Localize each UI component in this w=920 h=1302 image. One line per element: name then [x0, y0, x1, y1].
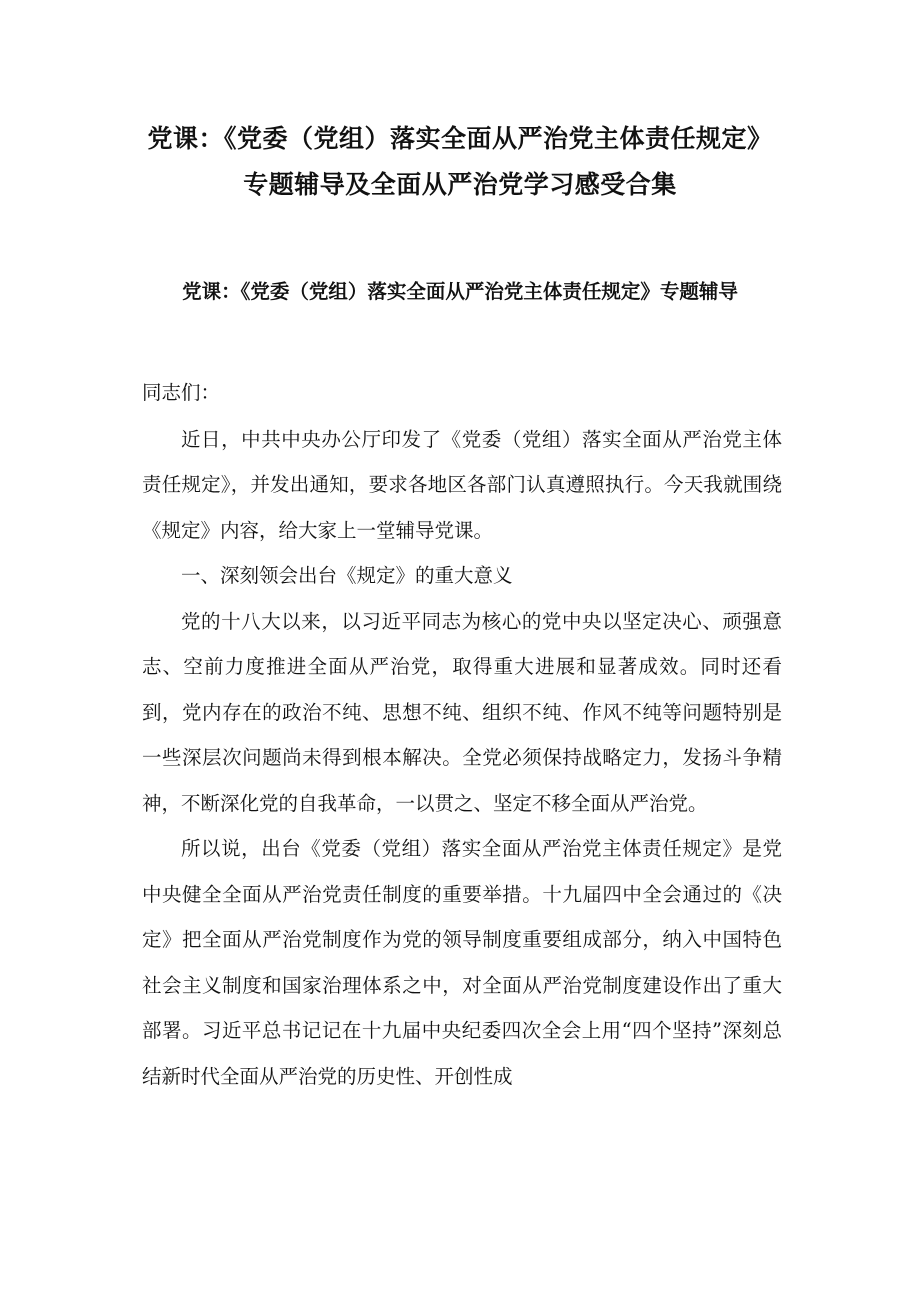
document-title: 党课：《党委（党组）落实全面从严治党主体责任规定》专题辅导及全面从严治党学习感受合集 — [147, 124, 773, 199]
section-heading-1: 一、深刻领会出台《规定》的重大意义 — [181, 564, 513, 587]
paragraph-significance: 所以说，出台《党委（党组）落实全面从严治党主体责任规定》是党中央健全全面从严治党责任制度的重要举措。十九届四中全会通过的《决定》把全面从严治党制度作为党的领导制度重要组成部分，纳入中国特色社会主义制度和国家治理体系之中，对全面从严治党制度建设作出了重大部署。习近平总书记记在十九届中央纪委四次全会上用“四个坚持”深刻总结新时代全面从严治党的历史性、开创性成 — [142, 837, 782, 1088]
lecture-subtitle: 党课：《党委（党组）落实全面从严治党主体责任规定》专题辅导 — [182, 280, 738, 303]
paragraph-intro: 近日，中共中央办公厅印发了《党委（党组）落实全面从严治党主体责任规定》，并发出通知，要求各地区各部门认真遵照执行。今天我就围绕《规定》内容，给大家上一堂辅导党课。 — [142, 427, 782, 542]
paragraph-background: 党的十八大以来，以习近平同志为核心的党中央以坚定决心、顽强意志、空前力度推进全面从严治党，取得重大进展和显著成效。同时还看到，党内存在的政治不纯、思想不纯、组织不纯、作风不纯等问题特别是一些深层次问题尚未得到根本解决。全党必须保持战略定力，发扬斗争精神，不断深化党的自我革命，一以贯之、坚定不移全面从严治党。 — [142, 609, 782, 815]
salutation: 同志们： — [142, 381, 221, 404]
document-body — [142, 370, 782, 1099]
